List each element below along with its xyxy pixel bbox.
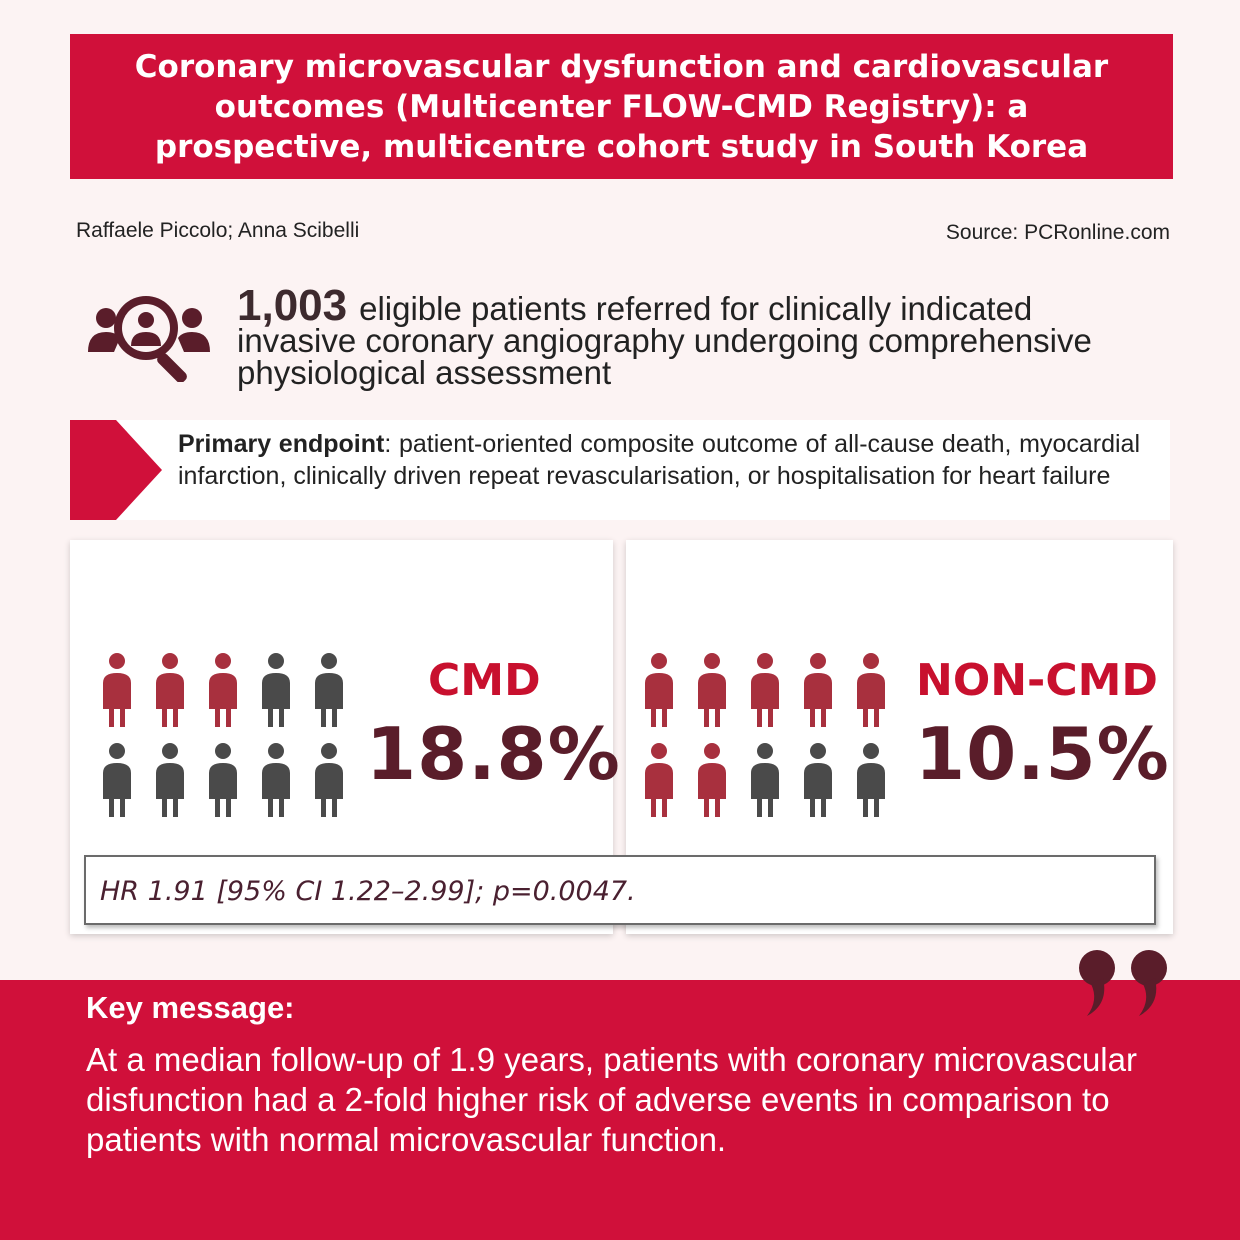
- person-icon: [154, 743, 186, 817]
- primary-endpoint-label: Primary endpoint: [178, 430, 385, 458]
- cmd-figure-grid: [101, 653, 345, 817]
- person-icon: [802, 743, 834, 817]
- person-icon: [313, 743, 345, 817]
- person-icon: [207, 653, 239, 727]
- key-message-text: At a median follow-up of 1.9 years, patients with coronary microvascular disfunction had a 2-fold higher risk of adverse events in comparison to patients with normal microvascular function.: [86, 1041, 1137, 1158]
- cmd-label: CMD: [428, 655, 541, 706]
- person-icon: [749, 653, 781, 727]
- person-icon: [207, 743, 239, 817]
- person-icon: [643, 743, 675, 817]
- hazard-ratio-box: [84, 855, 1156, 925]
- patients-summary: [237, 281, 1137, 391]
- non-cmd-figure-grid: [643, 653, 887, 817]
- title-banner: [70, 34, 1173, 179]
- person-icon: [802, 653, 834, 727]
- person-icon: [696, 743, 728, 817]
- non-cmd-value: 10.5%: [915, 712, 1170, 796]
- person-icon: [855, 743, 887, 817]
- authors: Raffaele Piccolo; Anna Scibelli: [76, 219, 360, 242]
- source-credit: Source: PCRonline.com: [945, 221, 1170, 244]
- person-icon: [313, 653, 345, 727]
- patients-count: 1,003: [237, 281, 348, 330]
- person-icon: [749, 743, 781, 817]
- patients-search-icon: [84, 290, 214, 382]
- primary-endpoint-description: : patient-oriented composite outcome of all-cause death, myocardial infarction, clinically driven repeat revascularisation, or hospitalisation for heart failure: [178, 430, 1140, 490]
- person-icon: [154, 653, 186, 727]
- person-icon: [643, 653, 675, 727]
- quote-icon: [1075, 948, 1173, 1018]
- non-cmd-label: NON-CMD: [916, 655, 1158, 706]
- person-icon: [260, 653, 292, 727]
- key-message-heading: Key message:: [86, 990, 295, 1025]
- page-title: Coronary microvascular dysfunction and cardiovascular outcomes (Multicenter FLOW-CMD Registry): a prospective, multicentre cohort study in South Korea: [134, 48, 1109, 165]
- chevron-right-icon: [70, 420, 162, 520]
- person-icon: [101, 653, 133, 727]
- person-icon: [696, 653, 728, 727]
- person-icon: [855, 653, 887, 727]
- person-icon: [260, 743, 292, 817]
- primary-endpoint-box: [70, 420, 1170, 520]
- primary-endpoint-text: [178, 428, 1140, 492]
- hazard-ratio-text: HR 1.91 [95% CI 1.22–2.99]; p=0.0047.: [100, 876, 636, 907]
- cmd-value: 18.8%: [366, 712, 621, 796]
- patients-description: eligible patients referred for clinically indicated invasive coronary angiography undergoing comprehensive physiological assessment: [237, 290, 1092, 391]
- person-icon: [101, 743, 133, 817]
